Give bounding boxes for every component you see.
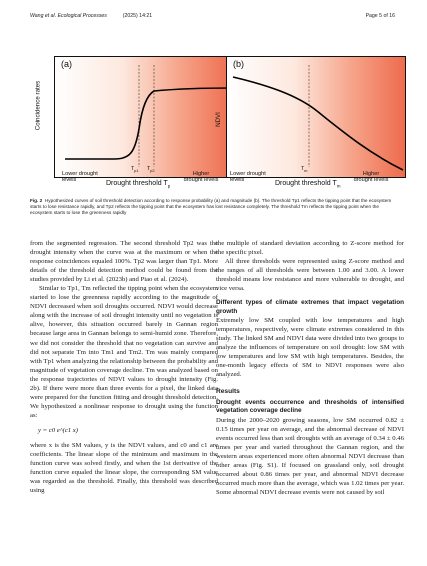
panel-b-x-right: Higher drought levels bbox=[353, 171, 389, 184]
paragraph: All three thresholds were represented using Z-score method and the ranges of all thresholds were between 1.00 and 3.00. A lower threshold means low resistance and more vulnerable to drought, and vice versa. bbox=[216, 258, 404, 293]
right-column bbox=[216, 239, 404, 497]
panel-b-plot bbox=[227, 57, 406, 178]
panel-a-label: (a) bbox=[61, 59, 72, 69]
panel-a-xtitle: Drought threshold $T_p$ bbox=[106, 180, 171, 189]
tick-tm: $T_m$ bbox=[301, 166, 308, 174]
panel-a-x-right: Higher drought levels bbox=[183, 171, 219, 184]
ndvi-curve bbox=[233, 77, 403, 170]
panel-a-x-left: Lower drought levels bbox=[62, 171, 98, 184]
section-heading: Results bbox=[216, 388, 240, 396]
panel-b-xtitle: Drought threshold $T_m$ bbox=[275, 180, 341, 189]
panel-b-label: (b) bbox=[233, 59, 244, 69]
paragraph: the multiple of standard deviation according to Z-score method for the specific pixel. bbox=[216, 240, 404, 257]
coincidence-curve bbox=[65, 88, 233, 159]
figure-panel-a bbox=[54, 56, 234, 178]
tick-tp1: $T_{p1}$ bbox=[131, 166, 139, 174]
paragraph: where x is the SM values, y is the NDVI values, and c0 and c1 are coefficients. The linear slope of the minimum and maximum in the function curve was solved firstly, and when the 1st derivative of the function curve equaled the linear slope, the corresponding SM value was regarded as the threshold. Finally, this threshold was described using bbox=[30, 441, 218, 495]
running-header-journal: Wang et al. Ecological Processes (2025) 14:21 bbox=[30, 13, 153, 19]
tick-tp2: $T_{p2}$ bbox=[147, 166, 155, 174]
panel-a-ylabel: Coincidence rates bbox=[34, 80, 42, 131]
subsection-heading: Drought events occurrence and thresholds of intensified vegetation coverage decline bbox=[216, 398, 404, 415]
equation: y = c0 e^(c1 x) bbox=[38, 426, 79, 434]
paragraph: Extremely low SM coupled with low temperatures and high temperatures, respectively, were climate extremes considered in this study. The linked SM and NDVI data were divided into two groups to analyze the influences of temperature on soil drought: low SM with low temperatures and low SM with high temperatures. Besides, the one-month legacy effects of SM to NDVI responses were also analyzed. bbox=[216, 317, 404, 379]
figure-caption: Fig. 2 Hypothesized curves of soil threshold detection according to response probability (a) and magnitude (b). The threshold Tp1 reflects the tipping point that the ecosystem starts to lose resistance rapidly, and Tp2 reflects the tipping point that the ecosystem has lost resistance completely. The threshold Tm reflects the tipping point when the ecosystem starts to lose the greenness rapidly bbox=[30, 198, 392, 216]
paragraph: During the 2000–2020 growing seasons, low SM occurred 0.82 ± 0.15 times per year on average, and the abnormal decrease of NDVI events occurred less than soil droughts with an average of 0.34 ± 0.46 times per year and varied throughout the Gannan region, and the western areas experienced more often abnormal NDVI decrease than other areas (Fig. S1). If focused on grassland only, soil drought occurred about 0.86 times per year, and abnormal NDVI decrease occurred much more than the average, which was 1.02 times per year. Some abnormal NDVI decrease events were not caused by soil bbox=[216, 416, 404, 497]
panel-b-x-left: Lower drought levels bbox=[230, 171, 266, 184]
paragraph: Similar to Tp1, Tm reflected the tipping point when the ecosystem started to lose the greenness rapidly according to the magnitude of NDVI decreased when soil droughts occurred. NDVI would decrease along with the increase of soil drought intensity until no vegetation is alive, however, this situation occurred barely in Gannan region because large area in Gannan belongs to semi-humid zone. Therefore, we did not consider the threshold that no vegetation can survive and did not separate Tm into Tm1 and Tm2. Tm was mainly compared with Tp1 when analyzing the relationship between the probability and magnitude of vegetation coverage decline. Tm was analyzed based on the response trajectories of NDVI values to drought intensity (Fig. 2b). If there were more than three events for a pixel, the linked data were prepared for the function fitting and drought threshold detection. We hypothesized a nonlinear response to drought using the function as: bbox=[30, 285, 218, 419]
panel-a-plot bbox=[55, 57, 234, 178]
panel-b-ylabel: NDVI bbox=[214, 112, 222, 127]
page-number: Page 5 of 16 bbox=[365, 13, 395, 19]
left-column bbox=[30, 239, 218, 495]
figure-panel-b bbox=[226, 56, 406, 178]
section-heading: Different types of climate extremes that impact vegetation growth bbox=[216, 299, 404, 315]
paragraph: from the segmented regression. The second threshold Tp2 was the drought intensity when the curve was at the maximum or when the response coincidences equaled 100%. Tp2 was larger than Tp1. More details of the threshold detection method could be found from the studies provided by Li et al. (2023b) and Piao et al. (2024). bbox=[30, 240, 218, 284]
